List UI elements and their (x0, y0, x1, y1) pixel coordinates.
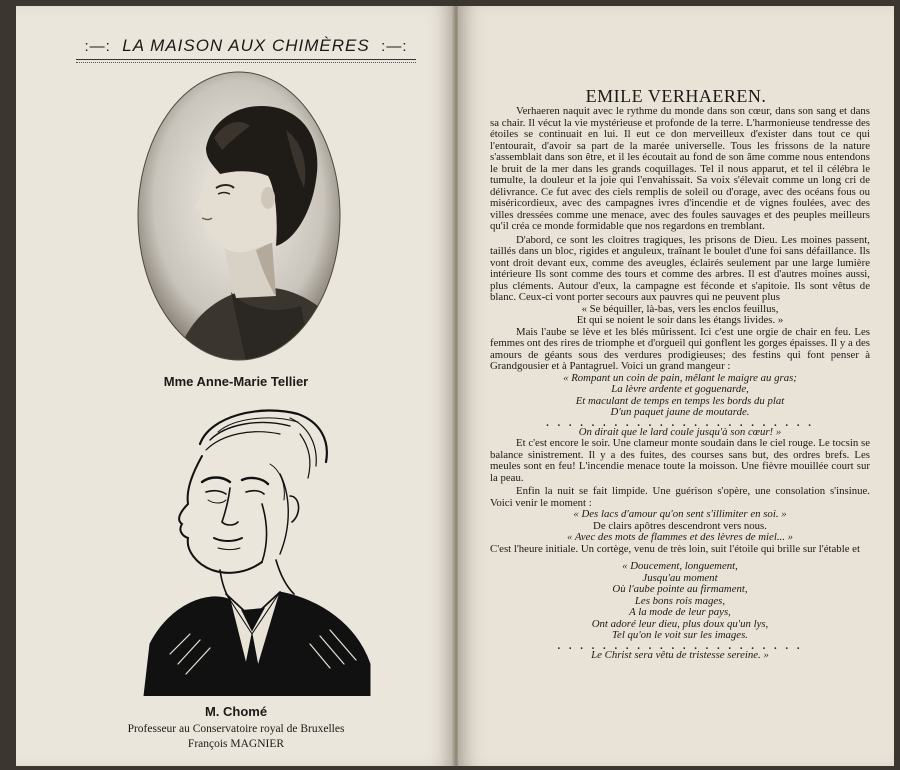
verse-line: Ont adoré leur dieu, plus doux qu'un lys, (591, 617, 769, 630)
sketch-subtitle-line2: François MAGNIER (187, 738, 285, 750)
ellipsis-dots: . . . . . . . . . . . . . . . . . . . . . . (557, 639, 803, 652)
verse-line: Les bons rois mages, (634, 594, 726, 607)
ellipsis-dots: . . . . . . . . . . . . . . . . . . . . . . . . (546, 416, 814, 429)
header-rule-dotted (76, 62, 416, 63)
header-rule (76, 59, 416, 60)
verse-line: Et qui se noient le soir dans les étangs livides. » (576, 314, 784, 326)
verse-line: « Doucement, longuement, (622, 560, 738, 572)
verse-line: Tel qu'on le voit sur les images. (612, 629, 748, 641)
paragraph-5: Enfin la nuit se fait limpide. Une guérison s'opère, une consolation s'insinue. Voici venir le moment : (490, 485, 870, 509)
verse-line: De clairs apôtres descendront vers nous. (593, 519, 767, 532)
verse-line: On dirait que le lard coule jusqu'à son cœur! » (578, 425, 782, 438)
right-page (458, 6, 894, 766)
verse-line: A la mode de leur pays, (629, 606, 731, 618)
verse-line: Et maculant de temps en temps les bords du plat (575, 394, 785, 407)
verse-line: Jusqu'au moment (642, 571, 718, 584)
verse-line: « Se béquiller, là-bas, vers les enclos feuillus, (581, 302, 779, 315)
header-deco-right: :—: (381, 38, 408, 55)
header-title: LA MAISON AUX CHIMÈRES (122, 36, 370, 55)
sketch-caption: M. Chomé (204, 704, 268, 719)
verse-line: Où l'aube pointe au firmament, (612, 583, 748, 595)
sketch-subtitle (56, 722, 416, 752)
article-title: EMILE VERHAEREN. (585, 86, 767, 106)
paragraph-4: Et c'est encore le soir. Une clameur monte soudain dans le ciel rouge. Le tocsin se balance sinistrement. Il y a des fuites, des courses sans but, des ordres brefs. Les meules sont en feu! L'incendie menace toute la moisson. Une fièvre mouillée court sur la peau. (490, 437, 870, 484)
verse-line: « Des lacs d'amour qu'on sent s'illimiter en soi. » (573, 508, 787, 520)
verse-line: « Avec des mots de flammes et des lèvres de miel... » (566, 531, 794, 543)
verse-line: Le Christ sera vêtu de tristesse sereine. » (591, 648, 769, 661)
paragraph-6: C'est l'heure initiale. Un cortège, venu de très loin, suit l'étoile qui brille sur l'étable et (490, 542, 860, 555)
left-page (16, 6, 454, 766)
portrait-caption: Mme Anne-Marie Tellier (163, 374, 309, 389)
verse-line: D'un paquet jaune de moutarde. (610, 406, 750, 418)
paragraph-2: D'abord, ce sont les cloitres tragiques, les prisons de Dieu. Les moines passent, taillés dans un bloc, rigides et anguleux, traînant le boulet d'une foi sans défaillance. Ils vont droit devant eux, comme des aveugles, éclairés seulement par une large lumière intérieure Ils sont comme des tours et comme des arbres. Il est d'autres moines aussi, plus cléments. Autour d'eux, la campagne est féconde et s'apitoie. Ils sont vêtus de blanc. Ceux-ci vont porter secours aux pauvres qui ne peuvent plus (490, 233, 870, 303)
verse-line: La lèvre ardente et goguenarde, (611, 383, 749, 395)
article-body (490, 106, 870, 661)
verse-line: « Rompant un coin de pain, mêlant le maigre au gras; (563, 371, 797, 384)
running-header (74, 36, 418, 56)
header-deco-left: :—: (84, 38, 111, 55)
ink-sketch-portrait (130, 404, 376, 696)
paragraph-3: Mais l'aube se lève et les blés mûrissent. Ici c'est une orgie de chair en feu. Les femmes ont des rires de triomphe et d'orgueil qui gonflent les gorges épaisses. Il y a des amours de géants sous des verdures prodigieuses; des festins qui font penser à Grandgousier et à Pantagruel. Voici un grand mangeur : (490, 325, 870, 372)
sketch-subtitle-line1: Professeur au Conservatoire royal de Bruxelles (127, 723, 345, 735)
paragraph-1: Verhaeren naquit avec le rythme du monde dans son cœur, dans son sang et dans sa chair. Il vécut la vie mystérieuse et profonde de la terre. L'harmonieuse tendresse des étoiles se continuait en lui. Il eut ce don merveilleux d'exister dans tout ce qui l'entourait, d'avoir sa part de la marée universelle. Tous les frissons de la nature s'assemblait dans son être, et il les écoutait au fond de son âme comme nous entendons le bruit de la mer dans les grands coquillages. Tel il nous apparut, et tel il célébra le tumulte, la douleur et la joie qui l'envahissait. Sa voix s'élevait comme un long cri de délivrance. Ce fut avec des ciels remplis de soleil ou d'orage, avec des océans fous ou miséricordieux, avec des campagnes ivres d'incendie et de vignes foulées, avec des villes dressées comme une menace, avec des foules sauvages et des peuples meilleurs qu'il créa ce monde formidable que nos regardons en tremblant. (490, 105, 870, 232)
portrait-photo-oval (136, 70, 342, 362)
